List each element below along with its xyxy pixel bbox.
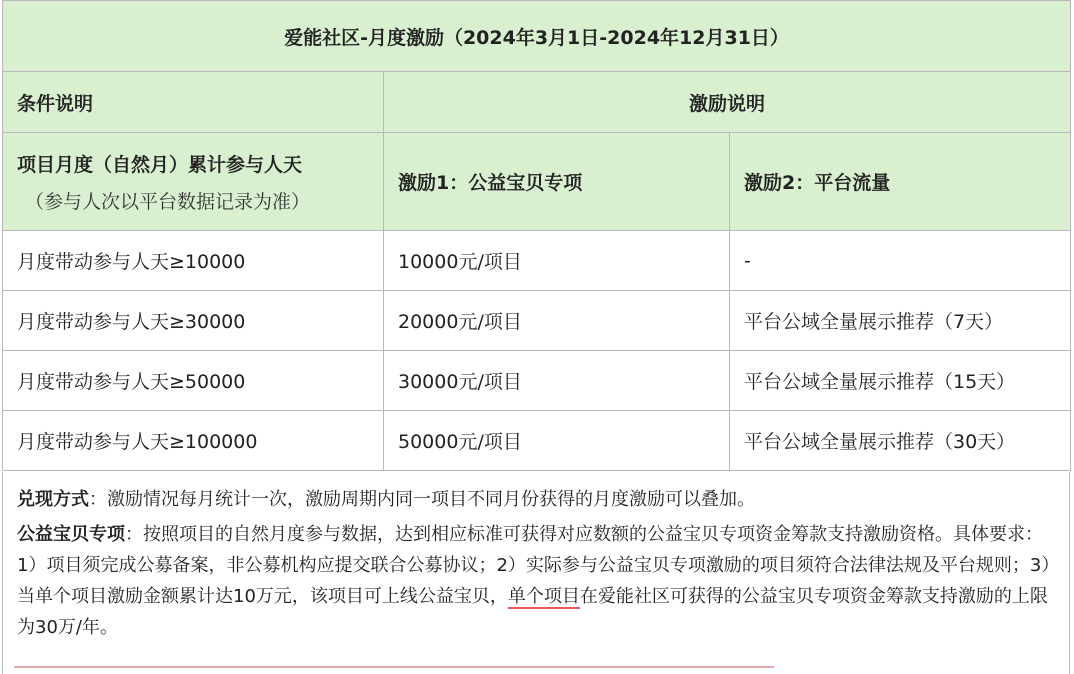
special-tail-text: 在爱能社区可获得的公益宝贝专项资金筹款支持激励的上限为30万/年。 [17, 586, 1048, 638]
redeem-note [17, 484, 1055, 515]
notes-section [2, 472, 1070, 674]
table-header-row [3, 72, 1071, 133]
subheader-condition [3, 133, 384, 231]
special-label: 公益宝贝专项 [17, 524, 125, 545]
redeem-label: 兑现方式 [17, 489, 89, 510]
row-incentive2: - [730, 231, 1071, 291]
row-incentive1: 20000元/项目 [384, 291, 730, 351]
subheader-incentive2: 激励2：平台流量 [730, 133, 1071, 231]
row-incentive1: 10000元/项目 [384, 231, 730, 291]
special-note [17, 519, 1055, 643]
underline-mark [14, 666, 774, 668]
header-condition: 条件说明 [3, 72, 384, 133]
subheader-condition-note: （参与人次以平台数据记录为准） [25, 190, 311, 213]
table-row [3, 411, 1071, 471]
subheader-incentive1: 激励1：公益宝贝专项 [384, 133, 730, 231]
row-incentive1: 30000元/项目 [384, 351, 730, 411]
table-subheader-row [3, 133, 1071, 231]
header-incentive: 激励说明 [384, 72, 1071, 133]
special-text: ：按照项目的自然月度参与数据，达到相应标准可获得对应数额的公益宝贝专项资金筹款支持激励资格。具体要求：1）项目须完成公募备案，非公募机构应提交联合公募协议；2）实际参与公益宝贝专项激励的项目须符合法律法规及平台规则；3）当单个项目激励金额累计达10万元，该项目可上线公益宝贝， [17, 524, 1051, 607]
table-row [3, 291, 1071, 351]
row-condition: 月度带动参与人天≥30000 [3, 291, 384, 351]
row-incentive2: 平台公域全量展示推荐（7天） [730, 291, 1071, 351]
table-row [3, 231, 1071, 291]
row-condition: 月度带动参与人天≥10000 [3, 231, 384, 291]
table-row [3, 351, 1071, 411]
table-title: 爱能社区-月度激励（2024年3月1日-2024年12月31日） [3, 1, 1071, 72]
row-incentive1: 50000元/项目 [384, 411, 730, 471]
subheader-condition-main: 项目月度（自然月）累计参与人天 [17, 153, 303, 176]
redeem-text: ：激励情况每月统计一次，激励周期内同一项目不同月份获得的月度激励可以叠加。 [89, 489, 755, 510]
incentive-table [2, 0, 1071, 471]
row-incentive2: 平台公域全量展示推荐（15天） [730, 351, 1071, 411]
special-underlined-text: 单个项目 [507, 586, 580, 607]
row-incentive2: 平台公域全量展示推荐（30天） [730, 411, 1071, 471]
table-title-row [3, 1, 1071, 72]
row-condition: 月度带动参与人天≥100000 [3, 411, 384, 471]
row-condition: 月度带动参与人天≥50000 [3, 351, 384, 411]
